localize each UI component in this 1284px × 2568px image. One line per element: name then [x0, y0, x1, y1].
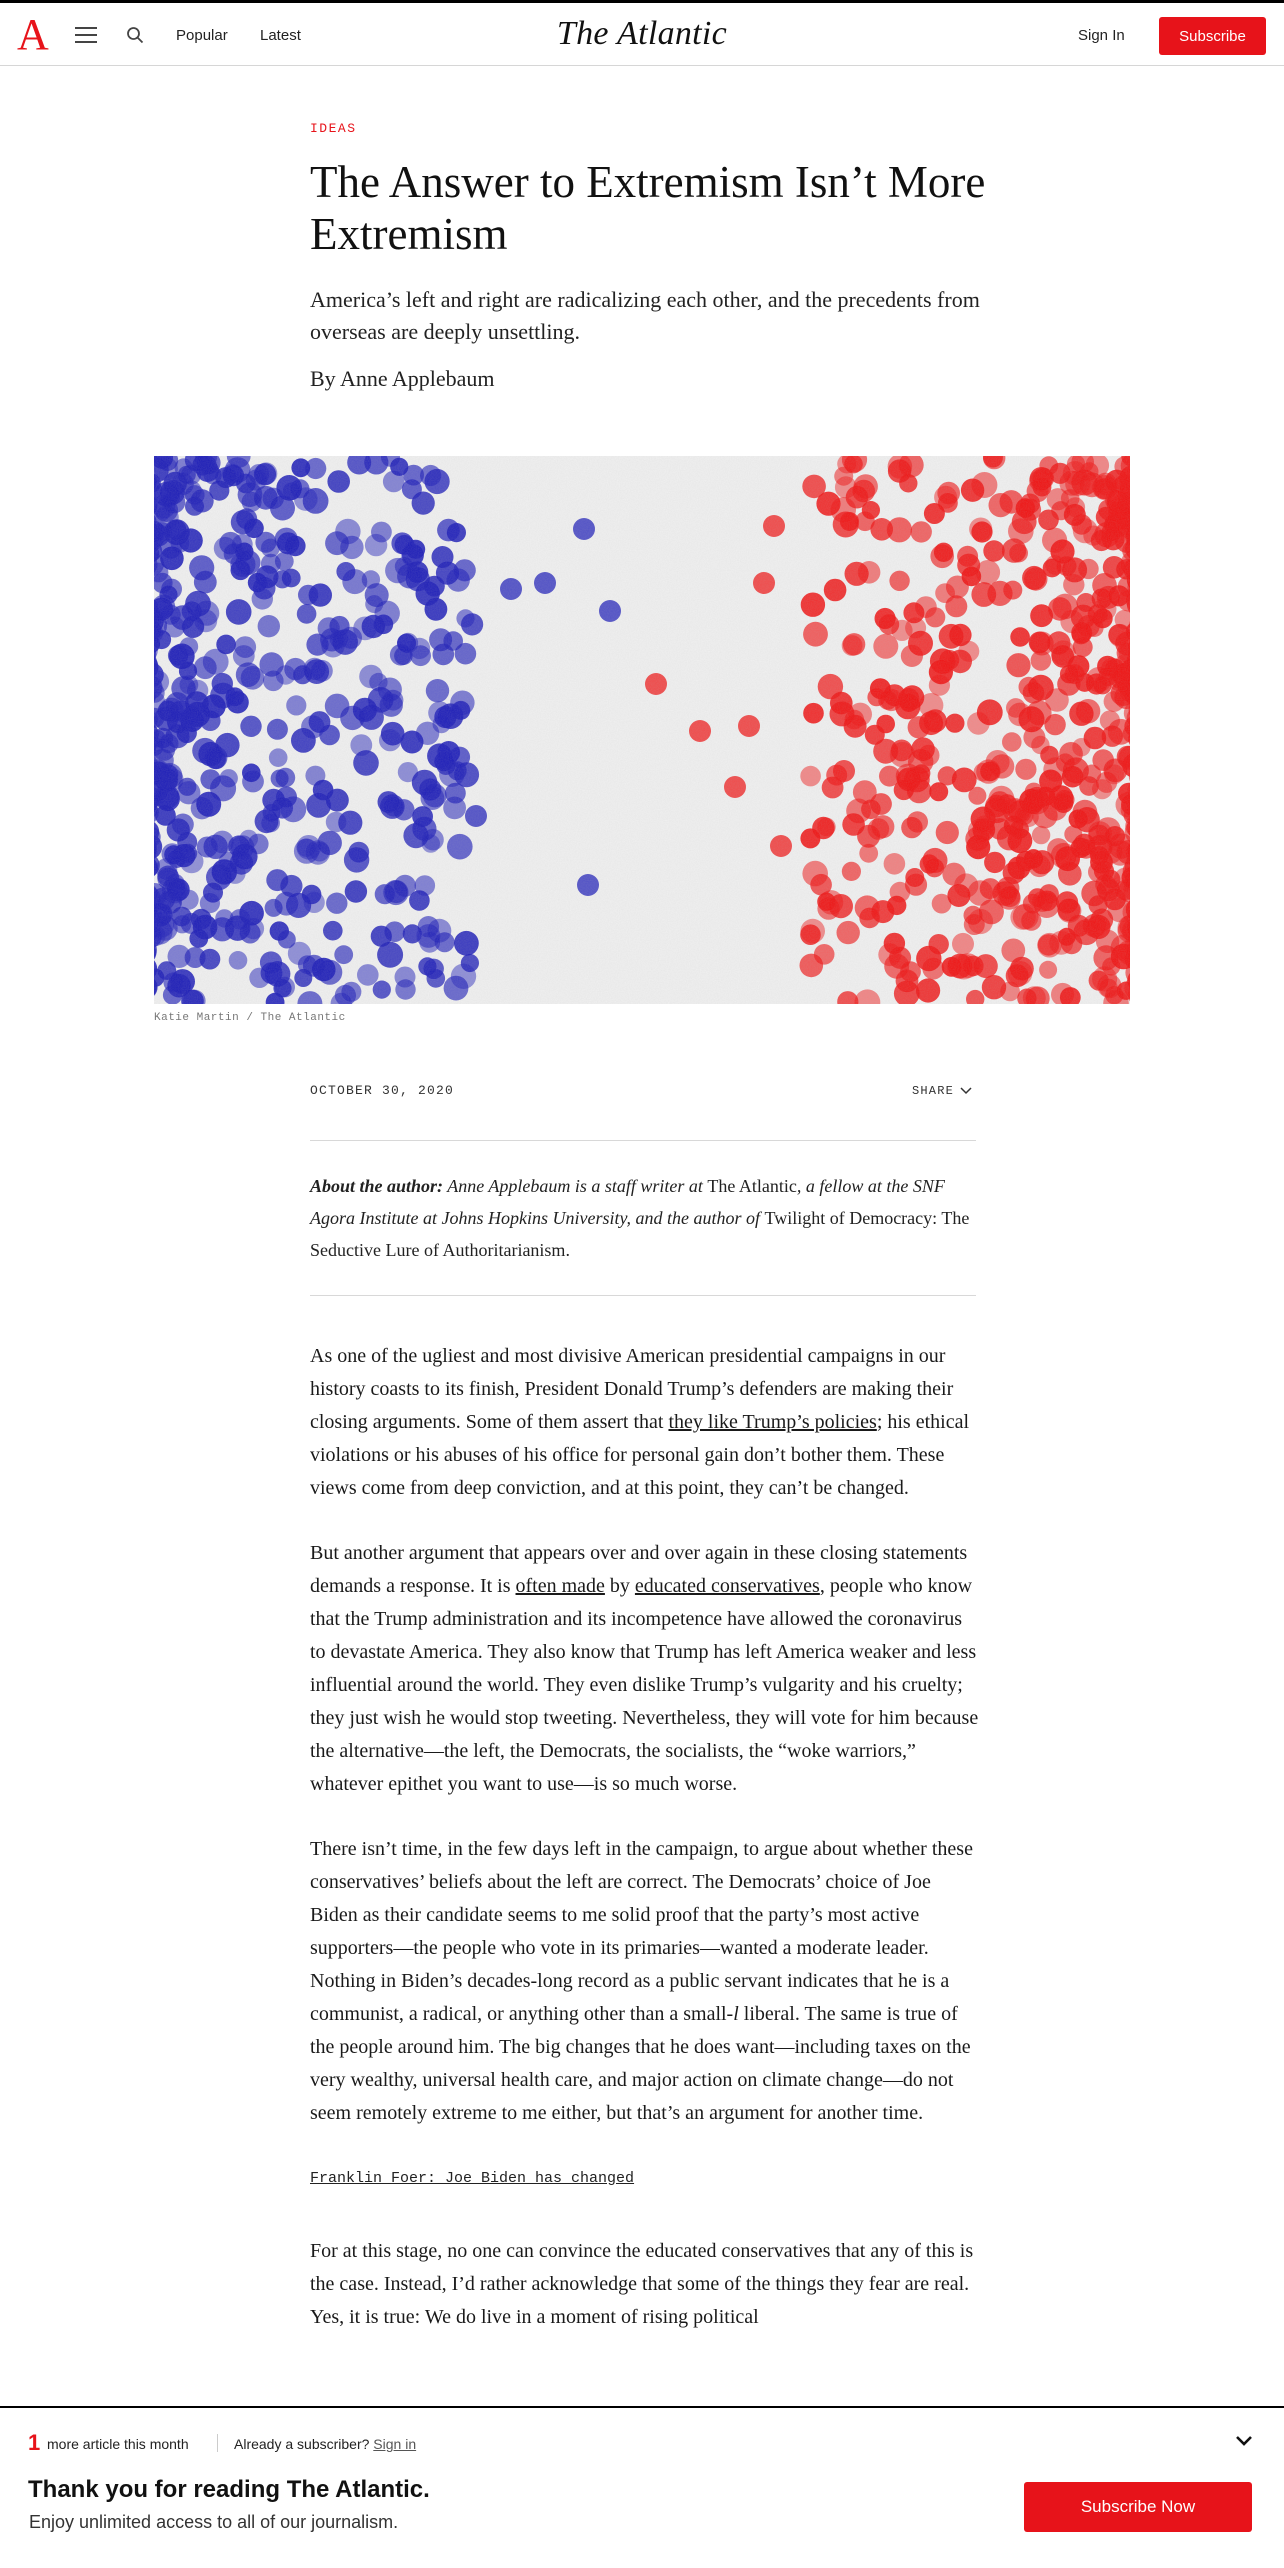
sign-in-link[interactable]: Sign In: [1078, 27, 1125, 44]
paragraph: There isn’t time, in the few days left in the campaign, to argue about whether these conservatives’ beliefs about the left are correct. The Democrats’ choice of Joe Biden as their candidate seems to me solid proof that the party’s most active supporters—the people who vote in its primaries—wanted a moderate leader. Nothing in Biden’s decades-long record as a public servant indicates that he is a communist, a radical, or anything other than a small-l liberal. The same is true of the people around him. The big changes that he does want—including taxes on the very wealthy, universal health care, and major action on climate change—do not seem remotely extreme to me either, but that’s an argument for another time.: [310, 1838, 973, 2124]
divider: [310, 1140, 976, 1141]
divider: [310, 1295, 976, 1296]
hero-illustration: [154, 456, 1130, 1004]
author-note: About the author: Anne Applebaum is a staff writer at The Atlantic, a fellow at the SNF Agora Institute at Johns Hopkins University, and the author of Twilight of Democracy: The Seductive Lure of Authoritarianism.: [310, 1176, 970, 1260]
paragraph: As one of the ugliest and most divisive American presidential campaigns in our history coasts to its finish, President Donald Trump’s defenders are making their closing arguments. Some of them assert that they like Trump’s policies; his ethical violations or his abuses of his office for personal gain don’t bother them. These views come from deep conviction, and at this point, they can’t be changed.: [310, 1345, 970, 1499]
nav-latest[interactable]: Latest: [260, 27, 301, 44]
paywall-banner: [0, 2406, 1284, 2568]
masthead[interactable]: The Atlantic: [556, 15, 728, 52]
subscribe-button[interactable]: Subscribe: [1159, 17, 1266, 55]
image-caption: Katie Martin / The Atlantic: [154, 1012, 346, 1024]
paywall-subtitle: Enjoy unlimited access to all of our journalism.: [29, 2512, 399, 2532]
share-label: SHARE: [912, 1084, 955, 1098]
chevron-down-icon[interactable]: [1234, 2434, 1254, 2448]
paragraph: But another argument that appears over and over again in these closing statements demands a response. It is often made by educated conservatives, people who know that the Trump administration and its incompetence have allowed the coronavirus to devastate America. They also know that Trump has left America weaker and less influential around the world. They even dislike Trump’s vulgarity and his cruelty; they just wish he would stop tweeting. Nevertheless, they will vote for him because the alternative—the left, the Democrats, the socialists, the “woke warriors,” whatever epithet you want to use—is so much worse.: [310, 1542, 979, 1795]
subscribe-now-button[interactable]: Subscribe Now: [1024, 2482, 1252, 2532]
link-trump-policies[interactable]: they like Trump’s policies: [668, 1411, 877, 1433]
article-count: 1: [28, 2430, 41, 2455]
book-title: Twilight of Democracy: The Seductive Lure of Authoritarianism: [310, 1208, 970, 1260]
atlantic-logo[interactable]: A: [17, 10, 49, 59]
link-educated-conservatives[interactable]: educated conservatives: [634, 1575, 820, 1597]
hamburger-menu-icon[interactable]: [75, 27, 97, 43]
byline[interactable]: By Anne Applebaum: [310, 366, 495, 391]
section-label[interactable]: IDEAS: [310, 121, 357, 136]
article-dek: America’s left and right are radicalizing each other, and the precedents from overseas are deeply unsettling.: [310, 287, 980, 344]
paragraph: For at this stage, no one can convince the educated conservatives that any of this is the case. Instead, I’d rather acknowledge that some of the things they fear are real. Yes, it is true: We do live in a moment of rising political: [310, 2240, 974, 2328]
nav-popular[interactable]: Popular: [176, 27, 228, 44]
chevron-down-icon: [960, 1087, 972, 1095]
share-button[interactable]: [912, 1084, 972, 1098]
separator: [217, 2434, 218, 2452]
author-note-lead: About the author:: [310, 1176, 444, 1196]
link-often-made[interactable]: often made: [515, 1575, 605, 1597]
publish-date: OCTOBER 30, 2020: [310, 1083, 455, 1098]
paywall-title: Thank you for reading The Atlantic.: [28, 2476, 430, 2503]
article-title: The Answer to Extremism Isn’t More Extremism: [310, 157, 986, 259]
article-count-label: more article this month: [47, 2436, 189, 2452]
related-article-link[interactable]: Franklin Foer: Joe Biden has changed: [310, 2170, 635, 2187]
article-body: [310, 1340, 980, 2366]
paywall-sign-in-link[interactable]: Sign in: [373, 2436, 417, 2452]
dots-illustration: [154, 456, 1130, 1004]
site-header: [0, 0, 1284, 66]
already-subscriber: Already a subscriber? Sign in: [234, 2436, 417, 2452]
search-icon[interactable]: [126, 26, 144, 44]
